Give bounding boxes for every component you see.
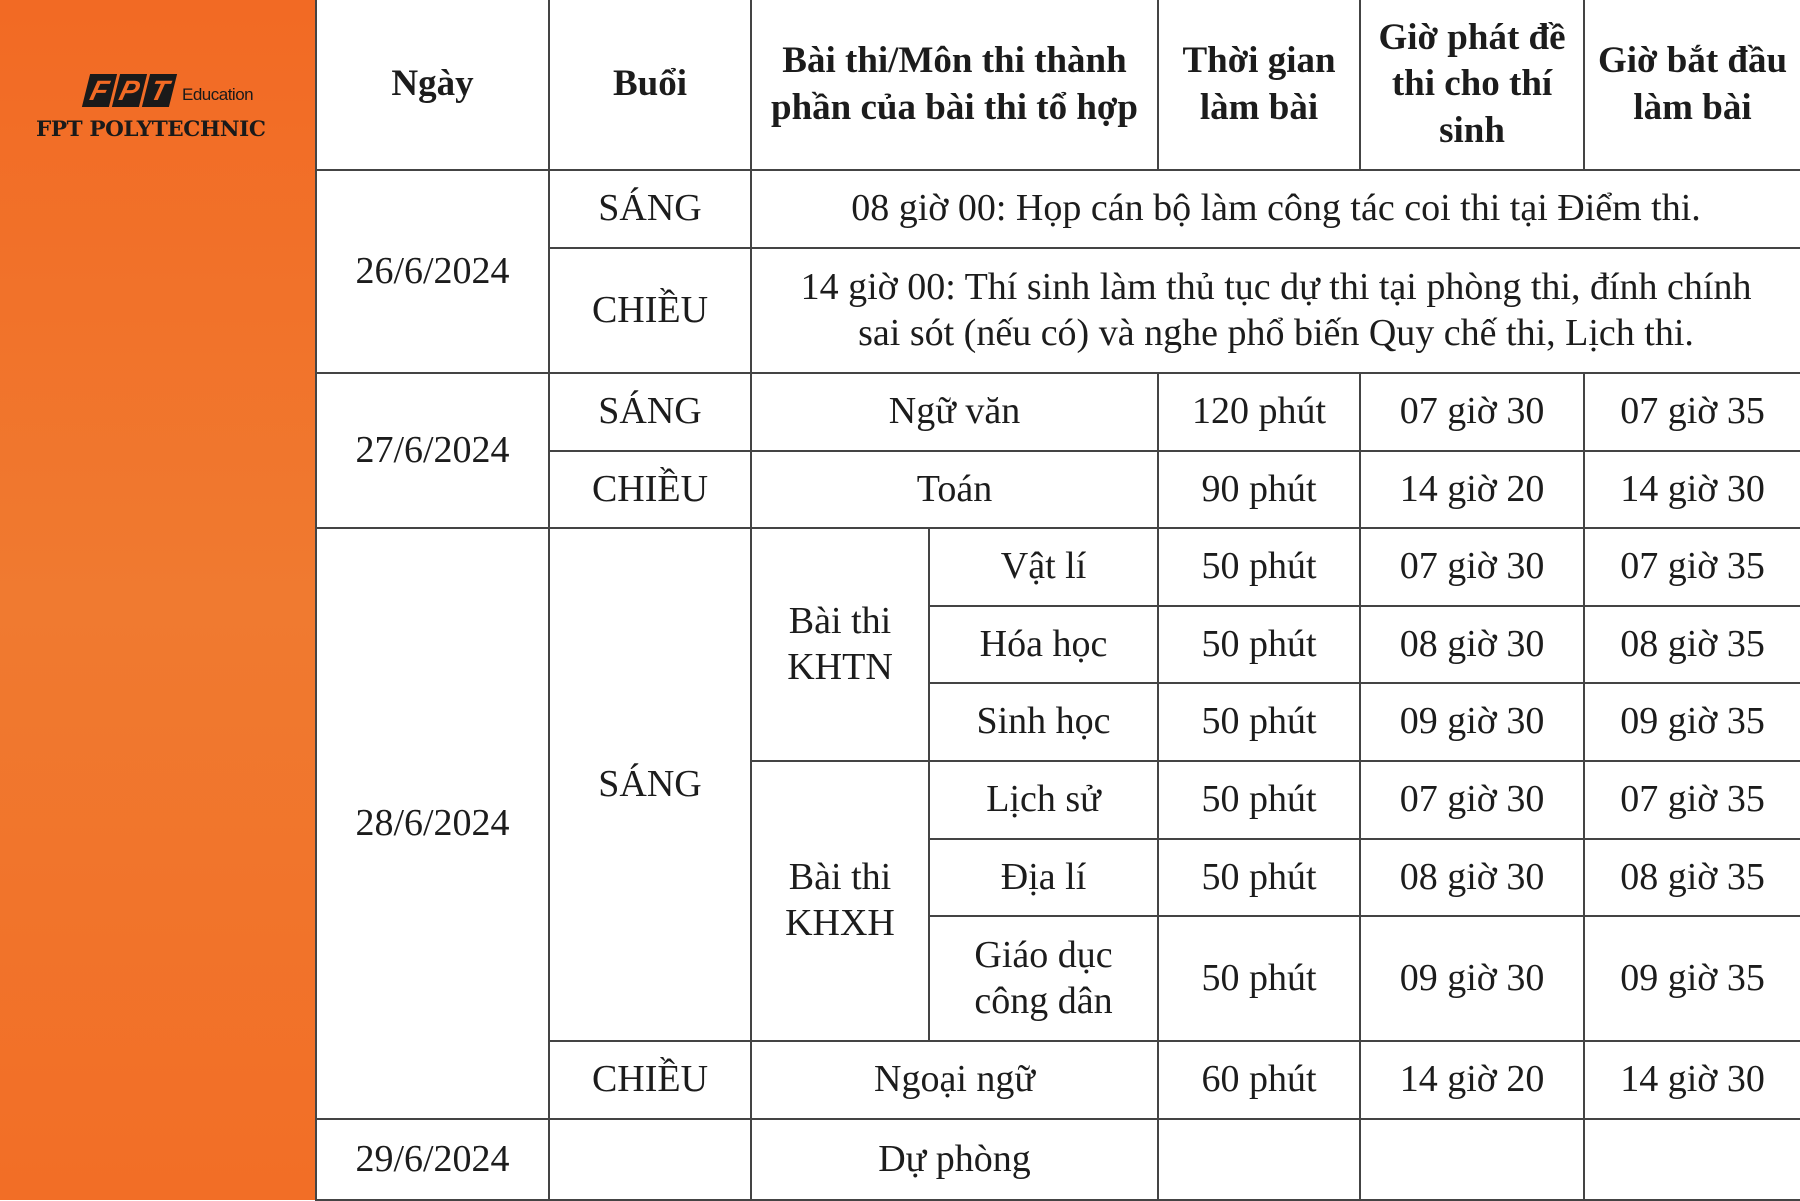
start-time-cell bbox=[1584, 1119, 1800, 1200]
subject-cell: Hóa học bbox=[929, 606, 1158, 683]
session-cell bbox=[549, 1119, 751, 1200]
start-time-cell: 09 giờ 35 bbox=[1584, 916, 1800, 1041]
distribute-time-cell: 07 giờ 30 bbox=[1360, 528, 1584, 606]
duration-cell: 50 phút bbox=[1158, 761, 1360, 839]
group-cell-khxh: Bài thi KHXH bbox=[751, 761, 929, 1041]
start-time-cell: 09 giờ 35 bbox=[1584, 683, 1800, 761]
note-text: 08 giờ 00: Họp cán bộ làm công tác coi thi tại Điểm thi. bbox=[851, 187, 1701, 230]
duration-cell: 50 phút bbox=[1158, 528, 1360, 606]
duration-cell: 50 phút bbox=[1158, 839, 1360, 916]
session-cell: SÁNG bbox=[549, 170, 751, 248]
distribute-time-cell: 08 giờ 30 bbox=[1360, 839, 1584, 916]
logo-education-word: Education bbox=[182, 85, 254, 104]
distribute-time-cell: 07 giờ 30 bbox=[1360, 761, 1584, 839]
table-row bbox=[316, 373, 1800, 451]
duration-cell: 60 phút bbox=[1158, 1041, 1360, 1119]
fpt-polytechnic-logo bbox=[36, 74, 296, 164]
start-time-cell: 08 giờ 35 bbox=[1584, 606, 1800, 683]
date-cell: 29/6/2024 bbox=[316, 1119, 549, 1200]
date-cell: 27/6/2024 bbox=[316, 373, 549, 528]
session-cell: CHIỀU bbox=[549, 248, 751, 373]
header-row bbox=[316, 0, 1800, 170]
header-mon-thi: Bài thi/Môn thi thành phần của bài thi tổ hợp bbox=[751, 0, 1158, 170]
subject-cell: Ngoại ngữ bbox=[751, 1041, 1158, 1119]
group-cell-khtn: Bài thi KHTN bbox=[751, 528, 929, 761]
start-time-cell: 14 giờ 30 bbox=[1584, 451, 1800, 528]
logo-letter-t: T bbox=[142, 74, 177, 107]
subject-cell: Ngữ văn bbox=[751, 373, 1158, 451]
start-time-cell: 08 giờ 35 bbox=[1584, 839, 1800, 916]
duration-cell: 120 phút bbox=[1158, 373, 1360, 451]
start-time-cell: 07 giờ 35 bbox=[1584, 761, 1800, 839]
subject-cell: Dự phòng bbox=[751, 1119, 1158, 1200]
logo-letter-f: F bbox=[82, 74, 117, 107]
header-thoi-gian: Thời gian làm bài bbox=[1158, 0, 1360, 170]
note-text-line: sai sót (nếu có) và nghe phổ biến Quy chế thi, Lịch thi. bbox=[858, 311, 1694, 354]
duration-cell bbox=[1158, 1119, 1360, 1200]
duration-cell: 90 phút bbox=[1158, 451, 1360, 528]
distribute-time-cell bbox=[1360, 1119, 1584, 1200]
brand-sidebar bbox=[0, 0, 315, 1200]
table-row bbox=[316, 528, 1800, 606]
logo-mark-row bbox=[86, 74, 296, 107]
note-cell bbox=[751, 170, 1800, 248]
session-cell: SÁNG bbox=[549, 528, 751, 1041]
distribute-time-cell: 07 giờ 30 bbox=[1360, 373, 1584, 451]
distribute-time-cell: 14 giờ 20 bbox=[1360, 451, 1584, 528]
header-buoi: Buổi bbox=[549, 0, 751, 170]
start-time-cell: 07 giờ 35 bbox=[1584, 528, 1800, 606]
distribute-time-cell: 09 giờ 30 bbox=[1360, 916, 1584, 1041]
subject-cell: Sinh học bbox=[929, 683, 1158, 761]
session-cell: SÁNG bbox=[549, 373, 751, 451]
note-cell bbox=[751, 248, 1800, 373]
subject-cell: Địa lí bbox=[929, 839, 1158, 916]
table-row bbox=[316, 170, 1800, 248]
note-text-line: 14 giờ 00: Thí sinh làm thủ tục dự thi tại phòng thi, đính chính bbox=[800, 265, 1752, 308]
start-time-cell: 07 giờ 35 bbox=[1584, 373, 1800, 451]
exam-schedule-table bbox=[315, 0, 1800, 1201]
duration-cell: 50 phút bbox=[1158, 683, 1360, 761]
date-cell: 28/6/2024 bbox=[316, 528, 549, 1119]
subject-cell: Vật lí bbox=[929, 528, 1158, 606]
start-time-cell: 14 giờ 30 bbox=[1584, 1041, 1800, 1119]
distribute-time-cell: 08 giờ 30 bbox=[1360, 606, 1584, 683]
header-gio-bat-dau: Giờ bắt đầu làm bài bbox=[1584, 0, 1800, 170]
session-cell: CHIỀU bbox=[549, 1041, 751, 1119]
header-gio-phat-de: Giờ phát đề thi cho thí sinh bbox=[1360, 0, 1584, 170]
subject-cell: Lịch sử bbox=[929, 761, 1158, 839]
logo-letter-p: P bbox=[112, 74, 147, 107]
date-cell: 26/6/2024 bbox=[316, 170, 549, 373]
table-row bbox=[316, 1119, 1800, 1200]
logo-brand-name: FPT POLYTECHNIC bbox=[36, 117, 266, 142]
session-cell: CHIỀU bbox=[549, 451, 751, 528]
subject-cell: Toán bbox=[751, 451, 1158, 528]
distribute-time-cell: 09 giờ 30 bbox=[1360, 683, 1584, 761]
fpt-logo-mark bbox=[86, 74, 176, 107]
distribute-time-cell: 14 giờ 20 bbox=[1360, 1041, 1584, 1119]
duration-cell: 50 phút bbox=[1158, 606, 1360, 683]
header-ngay: Ngày bbox=[316, 0, 549, 170]
subject-cell: Giáo dục công dân bbox=[929, 916, 1158, 1041]
duration-cell: 50 phút bbox=[1158, 916, 1360, 1041]
